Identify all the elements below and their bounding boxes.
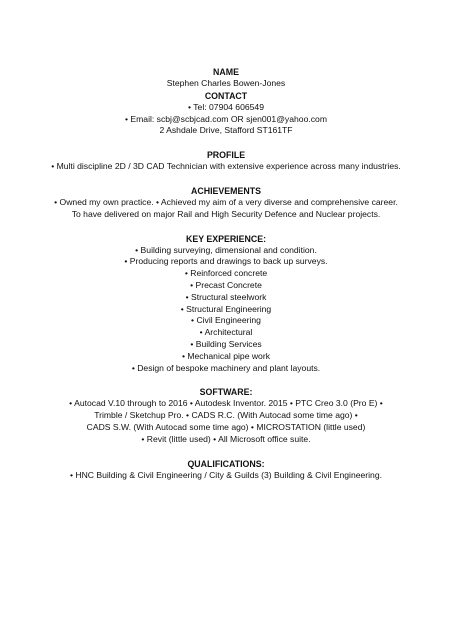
experience-item: • Building Services	[190, 338, 262, 349]
experience-item: • Architectural	[199, 327, 253, 338]
profile-line: • Multi discipline 2D / 3D CAD Technician with extensive experience across many industries.	[51, 161, 401, 172]
experience-item: • Building surveying, dimensional and condition.	[135, 244, 317, 255]
experience-item: • Producing reports and drawings to back up surveys.	[124, 256, 328, 267]
achievements-heading: ACHIEVEMENTS	[191, 185, 261, 196]
software-line: Trimble / Sketchup Pro. • CADS R.C. (With Autocad some time ago) •	[94, 410, 358, 421]
experience-item: • Civil Engineering	[191, 315, 261, 326]
experience-item: • Design of bespoke machinery and plant layouts.	[131, 362, 321, 373]
experience-item: • Mechanical pipe work	[181, 350, 271, 361]
software-line: CADS S.W. (With Autocad some time ago) • MICROSTATION (little used)	[86, 421, 366, 432]
contact-email: • Email: scbj@scbjcad.com OR sjen001@yahoo.com	[125, 113, 327, 124]
contact-address: 2 Ashdale Drive, Stafford ST161TF	[159, 125, 293, 136]
software-line: • Revit (little used) • All Microsoft office suite.	[141, 433, 311, 444]
qualifications-heading: QUALIFICATIONS:	[187, 458, 265, 469]
experience-item: • Reinforced concrete	[184, 268, 268, 279]
achievements-line: To have delivered on major Rail and High Security Defence and Nuclear projects.	[71, 208, 381, 219]
qualifications-line: • HNC Building & Civil Engineering / City & Guilds (3) Building & Civil Engineering.	[69, 469, 383, 480]
experience-item: • Structural steelwork	[185, 291, 267, 302]
experience-heading: KEY EXPERIENCE:	[185, 233, 266, 244]
software-line: • Autocad V.10 through to 2016 • Autodesk Inventor. 2015 • PTC Creo 3.0 (Pro E) •	[69, 398, 383, 409]
name-heading: NAME	[213, 67, 239, 77]
experience-item: • Precast Concrete	[190, 279, 262, 290]
contact-phone: • Tel: 07904 606549	[188, 101, 264, 112]
contact-heading: CONTACT	[204, 90, 248, 101]
experience-item: • Structural Engineering	[180, 303, 272, 314]
achievements-line: • Owned my own practice. • Achieved my aim of a very diverse and comprehensive career.	[54, 196, 398, 207]
profile-heading: PROFILE	[206, 150, 246, 161]
cv-content	[0, 66, 452, 481]
software-heading: SOFTWARE:	[199, 387, 253, 398]
full-name: Stephen Charles Bowen-Jones	[166, 78, 286, 88]
